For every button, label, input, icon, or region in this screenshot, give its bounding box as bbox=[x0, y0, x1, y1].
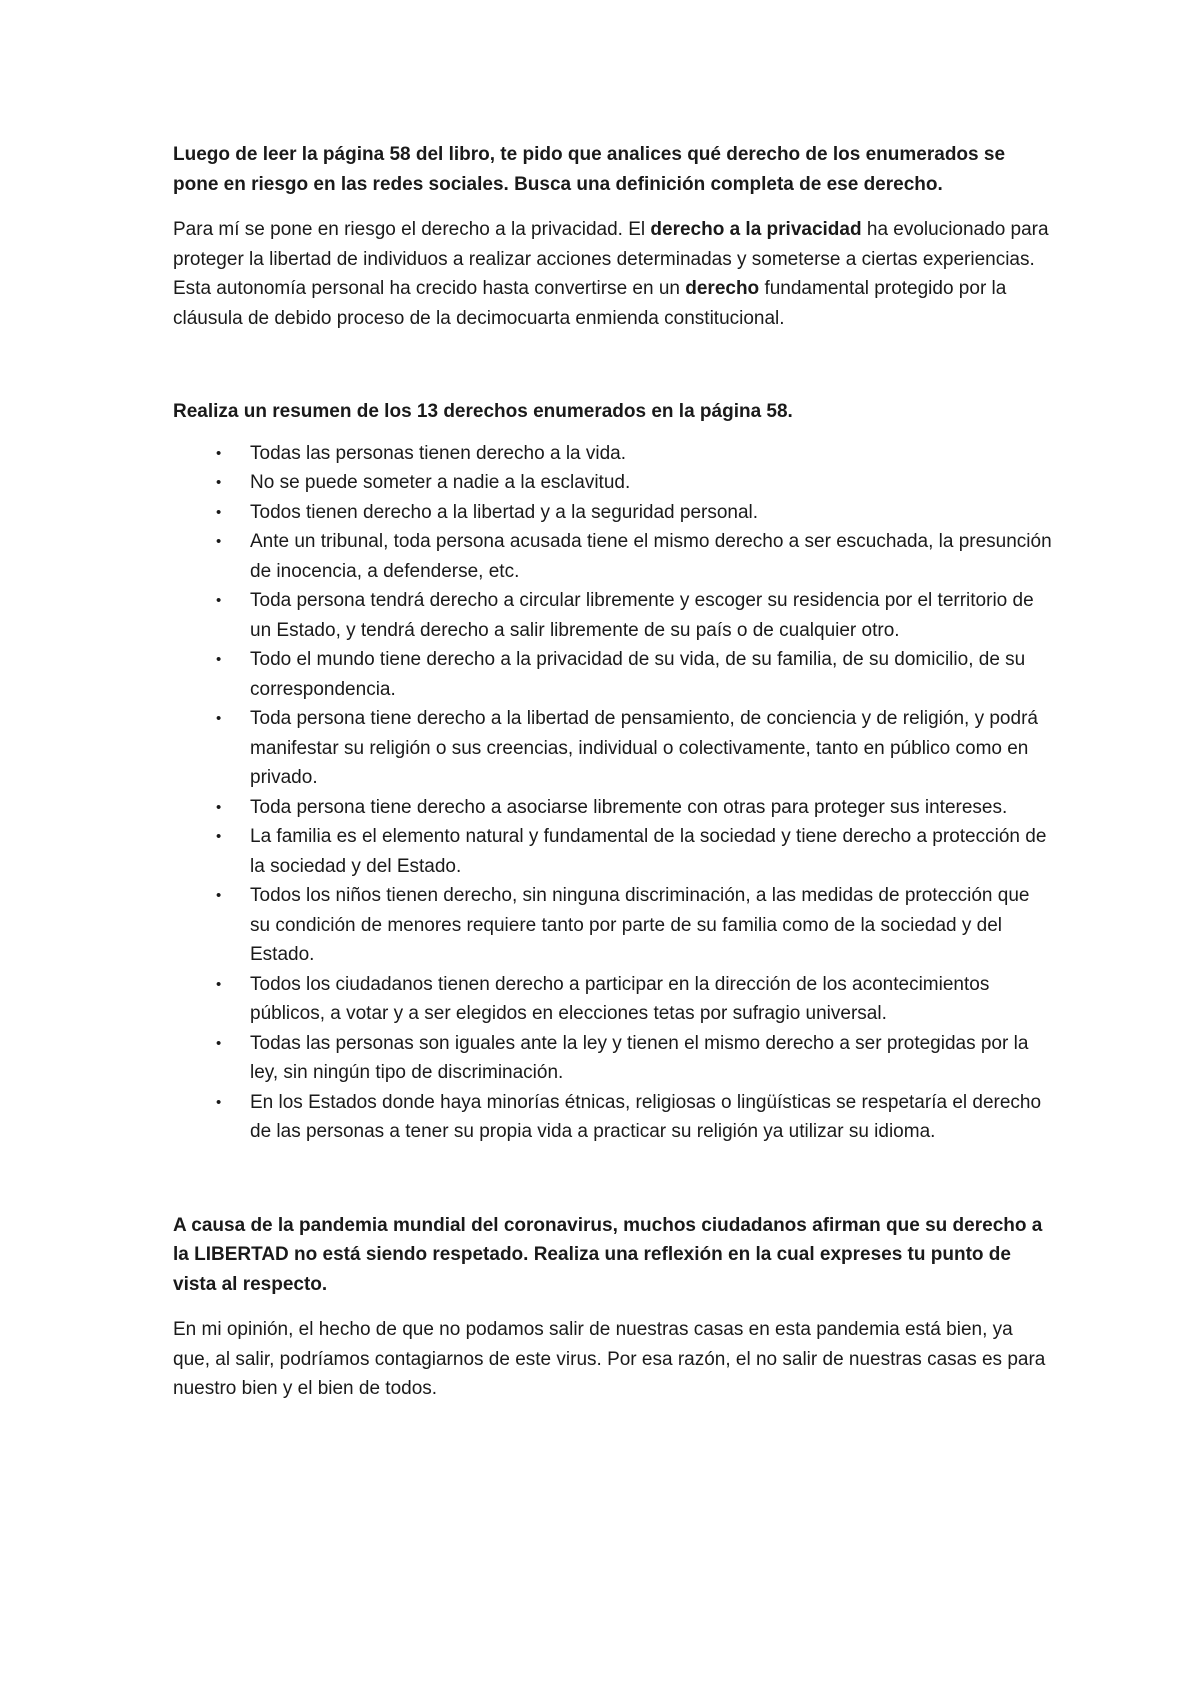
bullet-icon: • bbox=[216, 710, 222, 727]
rights-list bbox=[173, 439, 1053, 1147]
answer-1-text-a: Para mí se pone en riesgo el derecho a la privacidad. El bbox=[173, 219, 651, 240]
bullet-icon: • bbox=[216, 592, 222, 609]
bullet-icon: • bbox=[216, 798, 222, 816]
list-item bbox=[173, 586, 1053, 645]
answer-1-text-b: ha evolucionado para proteger la libertad de individuos a realizar acciones determinadas y someterse a ciertas experiencias. Esta autonomía personal ha crecido hasta convertirse en un bbox=[173, 219, 1049, 299]
list-item-text: En los Estados donde haya minorías étnicas, religiosas o lingüísticas se respetaría el derecho de las personas a tener su propia vida a practicar su religión ya utilizar su idioma. bbox=[250, 1091, 1042, 1142]
list-item-text: No se puede someter a nadie a la esclavitud. bbox=[250, 472, 631, 493]
bullet-icon: • bbox=[216, 1093, 222, 1111]
list-item bbox=[173, 645, 1053, 704]
list-item bbox=[173, 970, 1053, 1029]
list-item bbox=[173, 822, 1053, 881]
bullet-icon: • bbox=[216, 887, 222, 904]
list-item bbox=[173, 1029, 1053, 1088]
bullet-icon: • bbox=[216, 444, 222, 462]
answer-1-text-c: fundamental protegido por la cláusula de debido proceso de la decimocuarta enmienda constitucional. bbox=[173, 278, 1007, 329]
list-item-text: Todos los niños tienen derecho, sin ninguna discriminación, a las medidas de protección que su condición de menores requiere tanto por parte de su familia como de la sociedad y del Estado. bbox=[250, 885, 1030, 965]
list-item bbox=[173, 527, 1053, 586]
list-item bbox=[173, 704, 1053, 793]
list-item-text: Toda persona tiene derecho a asociarse libremente con otras para proteger sus intereses. bbox=[250, 796, 1008, 818]
bullet-icon: • bbox=[216, 503, 222, 521]
answer-3: En mi opinión, el hecho de que no podamos salir de nuestras casas en esta pandemia está bien, ya que, al salir, podríamos contagiarnos de este virus. Por esa razón, el no salir de nuestras casas es para nuestro bien y el bien de todos. bbox=[173, 1319, 1046, 1399]
list-item-text: Todos tienen derecho a la libertad y a la seguridad personal. bbox=[250, 501, 759, 523]
list-item-text: La familia es el elemento natural y fundamental de la sociedad y tiene derecho a protección de la sociedad y del Estado. bbox=[250, 826, 1047, 877]
answer-1 bbox=[173, 215, 1053, 333]
list-item bbox=[173, 881, 1053, 970]
list-item bbox=[173, 468, 1053, 498]
bullet-icon: • bbox=[216, 651, 222, 668]
bullet-icon: • bbox=[216, 1034, 222, 1052]
list-item bbox=[173, 793, 1053, 823]
list-item-text: Todas las personas son iguales ante la ley y tienen el mismo derecho a ser protegidas por la ley, sin ningún tipo de discriminación. bbox=[250, 1032, 1029, 1083]
list-item-text: Ante un tribunal, toda persona acusada tiene el mismo derecho a ser escuchada, la presunción de inocencia, a defenderse, etc. bbox=[250, 531, 1052, 582]
document-body bbox=[173, 140, 1053, 1404]
question-1: Luego de leer la página 58 del libro, te pido que analices qué derecho de los enumerados se pone en riesgo en las redes sociales. Busca una definición completa de ese derecho. bbox=[173, 144, 1006, 195]
question-3: A causa de la pandemia mundial del coronavirus, muchos ciudadanos afirman que su derecho a la LIBERTAD no está siendo respetado. Realiza una reflexión en la cual expreses tu punto de vista al respecto. bbox=[173, 1214, 1043, 1295]
list-item bbox=[173, 498, 1053, 528]
bullet-icon: • bbox=[216, 533, 222, 550]
answer-1-bold-right: derecho bbox=[685, 278, 760, 299]
bullet-icon: • bbox=[216, 828, 222, 845]
list-item-text: Toda persona tiene derecho a la libertad de pensamiento, de conciencia y de religión, y podrá manifestar su religión o sus creencias, individual o colectivamente, tanto en público como en privado. bbox=[250, 708, 1038, 788]
bullet-icon: • bbox=[216, 975, 222, 993]
list-item-text: Toda persona tendrá derecho a circular libremente y escoger su residencia por el territorio de un Estado, y tendrá derecho a salir libremente de su país o de cualquier otro. bbox=[250, 590, 1034, 641]
question-2: Realiza un resumen de los 13 derechos enumerados en la página 58. bbox=[173, 401, 793, 422]
list-item bbox=[173, 1088, 1053, 1147]
answer-1-bold-privacy: derecho a la privacidad bbox=[650, 219, 862, 240]
list-item-text: Todos los ciudadanos tienen derecho a participar en la dirección de los acontecimientos públicos, a votar y a ser elegidos en elecciones tetas por sufragio universal. bbox=[250, 973, 990, 1024]
list-item-text: Todas las personas tienen derecho a la vida. bbox=[250, 442, 627, 464]
list-item bbox=[173, 439, 1053, 469]
list-item-text: Todo el mundo tiene derecho a la privacidad de su vida, de su familia, de su domicilio, de su correspondencia. bbox=[250, 649, 1026, 700]
bullet-icon: • bbox=[216, 474, 222, 491]
